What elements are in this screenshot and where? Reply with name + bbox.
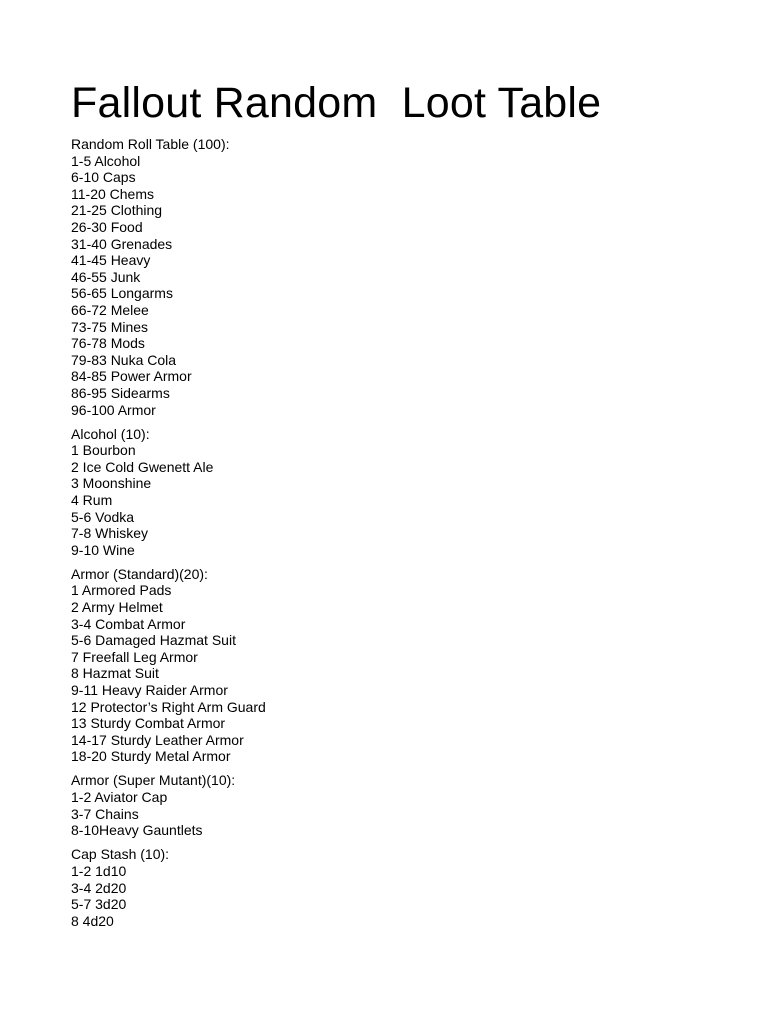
loot-entry: 1-2 Aviator Cap	[71, 789, 168, 806]
loot-entry: 12 Protector’s Right Arm Guard	[71, 698, 266, 715]
loot-entry: 79-83 Nuka Cola	[71, 351, 177, 368]
loot-section	[71, 426, 731, 559]
loot-section	[71, 772, 731, 838]
loot-entry: 96-100 Armor	[71, 401, 156, 418]
loot-entry: 8 4d20	[71, 912, 114, 929]
loot-entry: 14-17 Sturdy Leather Armor	[71, 731, 244, 748]
loot-entry: 9-10 Wine	[71, 541, 135, 558]
section-heading: Armor (Standard)(20):	[71, 565, 208, 582]
loot-entry: 41-45 Heavy	[71, 252, 151, 269]
section-heading: Armor (Super Mutant)(10):	[71, 772, 236, 789]
loot-entry: 86-95 Sidearms	[71, 384, 170, 401]
loot-entry: 9-11 Heavy Raider Armor	[71, 682, 228, 698]
loot-entry: 73-75 Mines	[71, 318, 149, 335]
loot-entry: 6-10 Caps	[71, 169, 136, 186]
loot-sections	[71, 136, 731, 929]
loot-entry: 1-5 Alcohol	[71, 152, 141, 169]
loot-entry: 1 Armored Pads	[71, 582, 172, 599]
loot-entry: 3-4 2d20	[71, 879, 127, 896]
loot-entry: 1 Bourbon	[71, 442, 136, 459]
loot-entry: 13 Sturdy Combat Armor	[71, 715, 226, 732]
loot-entry: 18-20 Sturdy Metal Armor	[71, 748, 231, 765]
loot-entry: 3-7 Chains	[71, 805, 139, 822]
loot-entry: 7 Freefall Leg Armor	[71, 648, 198, 665]
loot-section	[71, 136, 731, 418]
loot-entry: 8-10Heavy Gauntlets	[71, 822, 203, 839]
loot-entry: 8 Hazmat Suit	[71, 665, 159, 682]
loot-entry: 1-2 1d10	[71, 862, 127, 879]
loot-entry: 84-85 Power Armor	[71, 368, 192, 385]
loot-entry: 2 Ice Cold Gwenett Ale	[71, 458, 214, 475]
loot-entry: 3-4 Combat Armor	[71, 615, 186, 632]
loot-entry: 31-40 Grenades	[71, 235, 173, 252]
loot-entry: 56-65 Longarms	[71, 285, 173, 302]
loot-entry: 4 Rum	[71, 491, 113, 508]
loot-entry: 2 Army Helmet	[71, 599, 163, 616]
loot-entry: 66-72 Melee	[71, 301, 149, 318]
loot-entry: 76-78 Mods	[71, 335, 145, 352]
loot-entry: 3 Moonshine	[71, 475, 152, 492]
loot-section	[71, 846, 731, 929]
loot-entry: 5-7 3d20	[71, 896, 127, 913]
section-heading: Random Roll Table (100):	[71, 136, 230, 152]
loot-entry: 26-30 Food	[71, 218, 143, 235]
loot-entry: 46-55 Junk	[71, 268, 141, 285]
section-heading: Cap Stash (10):	[71, 846, 170, 863]
loot-entry: 7-8 Whiskey	[71, 525, 149, 542]
section-heading: Alcohol (10):	[71, 425, 150, 442]
document-page	[71, 76, 731, 937]
loot-entry: 5-6 Vodka	[71, 508, 135, 525]
loot-entry: 21-25 Clothing	[71, 202, 163, 219]
loot-entry: 5-6 Damaged Hazmat Suit	[71, 632, 236, 649]
loot-section	[71, 566, 731, 765]
loot-entry: 11-20 Chems	[71, 185, 155, 202]
document-title: Fallout Random Loot Table	[71, 79, 602, 127]
